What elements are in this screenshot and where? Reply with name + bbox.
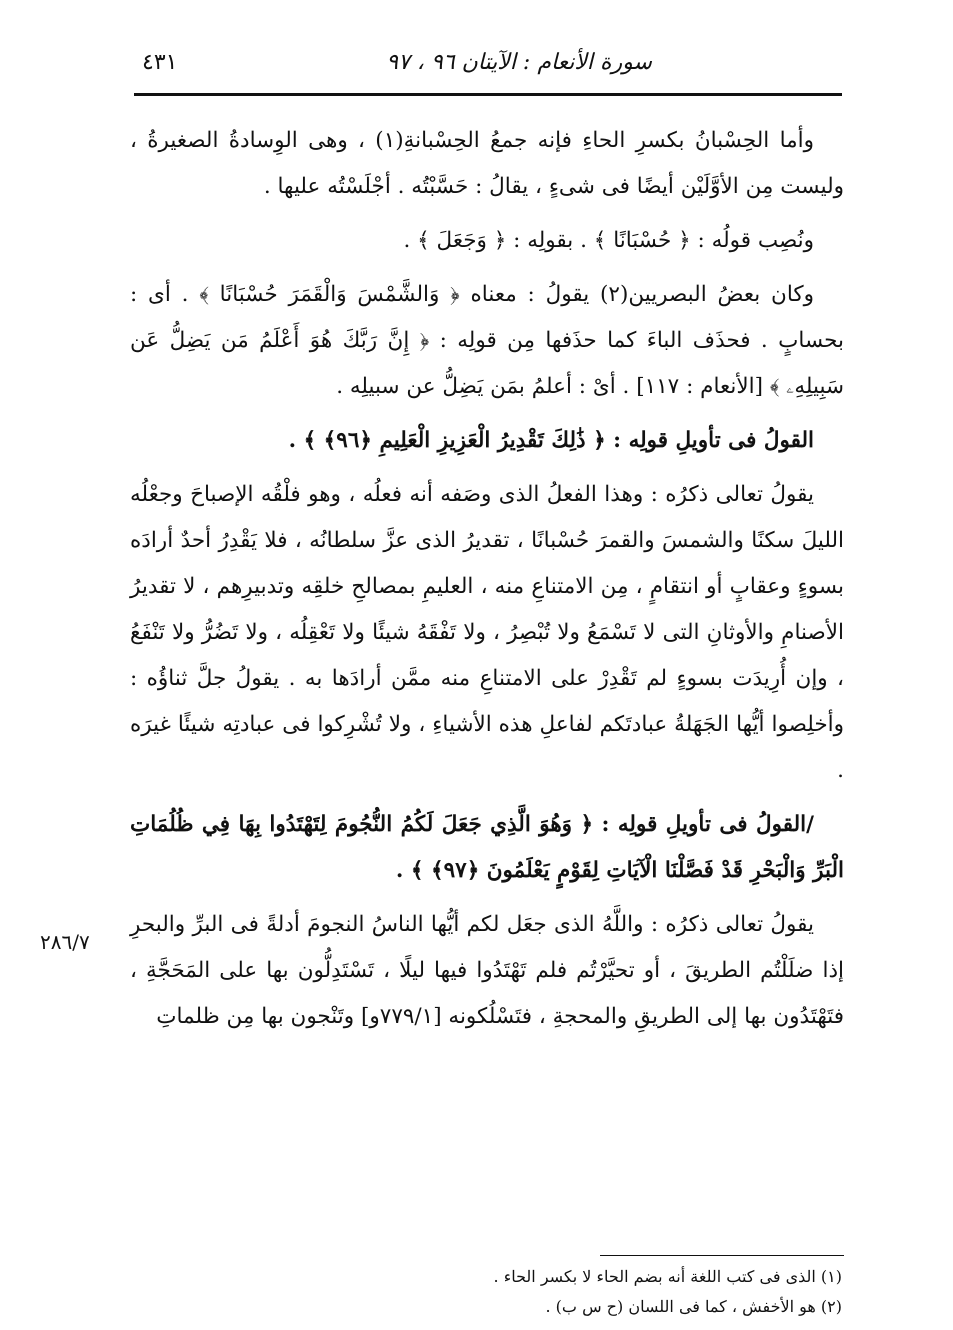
paragraph: يقولُ تعالى ذكرُه : وهذا الفعلُ الذى وصَفه أنه فعلُه ، وهو فلْقُه الإصباحَ وجعْلُه الليلَ سكنًا والشمسَ والقمرَ حُسْبانًا ، تقديرُ الذى عزَّ سلطانُه ، فلا يَقْدِرُ أحدٌ أرادَه بسوءٍ وعقابٍ أو انتقامٍ ، مِن الامتناعِ منه ، العليمِ بمصالحِ خلقِه وتدبيرِهم ، لا تقديرُ الأصنامِ والأوثانِ التى لا تَسْمَعُ ولا تُبْصِرُ ، ولا تَفْقَهُ شيئًا ولا تَعْقِلُه ، ولا تَضُرُّ ولا تَنْفَعُ ، وإن أُرِيدَت بسوءٍ لم تَقْدِرْ على الامتناعِ منه ممَّن أرادَها به . يقولُ جلَّ ثناؤُه : وأخلِصوا أيُّها الجَهَلةُ عبادتَكم لفاعلِ هذه الأشياءِ ، ولا تُشْرِكوا فى عبادتِه شيئًا غيرَه .: [130, 482, 844, 783]
page-number: ٤٣١: [142, 50, 178, 75]
footnotes: [130, 1262, 842, 1322]
paragraph: يقولُ تعالى ذكرُه : واللَّهُ الذى جعَل لكم أيُّها الناسُ النجومَ أدلةً فى البرِّ والبحرِ إذا ضلَلْتُم الطريقَ ، أو تحيَّرْتُم فلم تَهْتَدُوا فيها ليلًا ، تَسْتَدِلُّون بها على المَحَجَّةِ ، فتَهْتَدُون بها إلى الطريقِ والمحجةِ ، فتَسْلُكونه [٧٧٩/١و] وتَنْجون بها مِن ظلماتِ: [130, 912, 844, 1029]
header-rule: [134, 93, 842, 96]
section-heading: /القولُ فى تأويلِ قولِه : ﴿ وَهُوَ الَّذِي جَعَلَ لَكُمُ النُّجُومَ لِتَهْتَدُوا بِهَا فِي ظُلُمَاتِ الْبَرِّ وَالْبَحْرِ قَدْ فَصَّلْنَا الْآيَاتِ لِقَوْمٍ يَعْلَمُونَ ﴿٩٧﴾ ﴾ .: [130, 812, 844, 883]
paragraph: وأما الحِسْبانُ بكسرِ الحاءِ فإنه جمعُ الحِسْبانةِ(١) ، وهى الوِسادةُ الصغيرةُ ، وليست مِن الأوَّلَيْن أيضًا فى شىءٍ ، يقالُ : حَسَّبْتُه . أجْلَسْتُه عليها .: [130, 128, 844, 199]
running-header: [134, 40, 842, 90]
surah-title: سورة الأنعام : الآيتان ٩٦ ، ٩٧: [386, 50, 652, 75]
footnote: (١) الذى فى كتب اللغة أنه بضم الحاء لا بكسر الحاء .: [493, 1267, 842, 1286]
margin-reference: ٢٨٦/٧: [40, 930, 90, 954]
paragraph: وكان بعضُ البصريين(٢) يقولُ : معناه ﴿ وَالشَّمْسَ وَالْقَمَرَ حُسْبَانًا ﴾ . أى : بحسابٍ . فحذَف الباءَ كما حذَفها مِن قولِه : ﴿ إِنَّ رَبَّكَ هُوَ أَعْلَمُ مَن يَضِلُّ عَن سَبِيلِهِۦ ﴾ [الأنعام : ١١٧] . أىْ : أعلمُ بمَن يَضِلُّ عن سبيلِه .: [130, 282, 844, 399]
footnote-rule: [600, 1255, 844, 1256]
main-text: [130, 118, 844, 1048]
paragraph: ونُصِب قولُه : ﴿ حُسْبَانًا ﴾ . بقولِه : ﴿ وَجَعَلَ ﴾ .: [403, 228, 814, 253]
footnote: (٢) هو الأخفش ، كما فى اللسان (ح س ب) .: [545, 1297, 842, 1316]
section-heading: القولُ فى تأويلِ قولِه : ﴿ ذَٰلِكَ تَقْدِيرُ الْعَزِيزِ الْعَلِيمِ ﴿٩٦﴾ ﴾ .: [288, 428, 814, 453]
